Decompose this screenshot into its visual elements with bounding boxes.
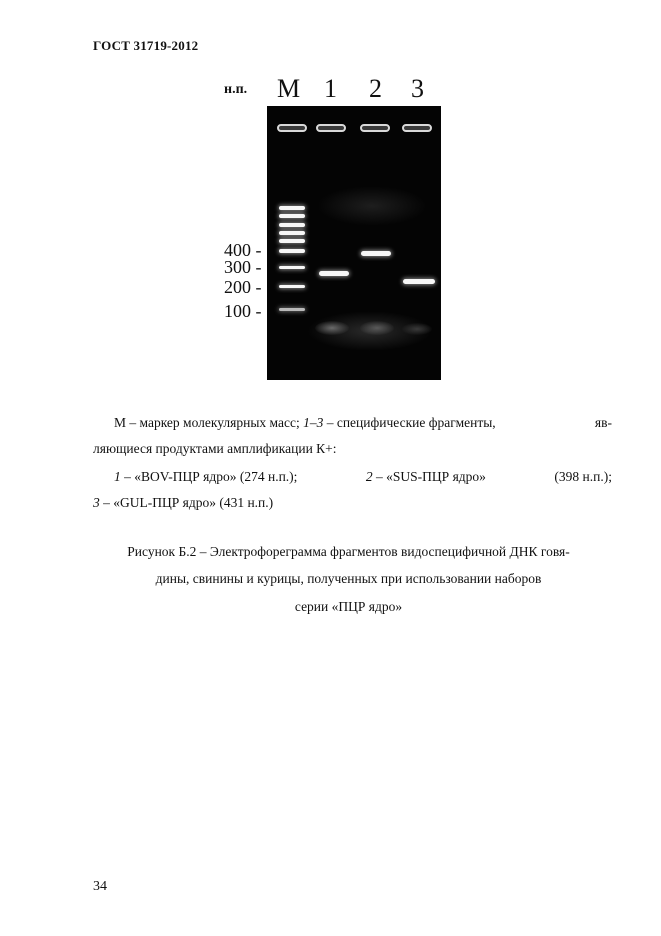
- ladder-band: [279, 285, 305, 288]
- legend-item-3-number: 3: [93, 495, 100, 510]
- standard-header: ГОСТ 31719-2012: [93, 38, 199, 53]
- legend-line-4: [93, 490, 273, 516]
- sample-band-lane-1: [319, 271, 349, 276]
- gel-haze-upper: [317, 186, 427, 226]
- unit-label: н.п.: [224, 82, 248, 97]
- page-number: 34: [93, 879, 107, 894]
- ladder-band: [279, 214, 305, 218]
- size-marker-400: 400 -: [224, 240, 262, 260]
- legend-item-2-size: (398 н.п.);: [554, 469, 612, 484]
- ladder-band: [279, 249, 305, 253]
- legend-item-3-text: – «GUL-ПЦР ядро» (431 н.п.): [99, 495, 274, 510]
- lane-label-marker: M: [277, 74, 301, 103]
- sample-band-lane-3: [403, 279, 435, 284]
- ladder-band: [279, 308, 305, 311]
- ladder-band: [279, 266, 305, 269]
- lane-label-3: 3: [411, 74, 424, 103]
- legend-fragments-text: – специфические фрагменты,: [323, 415, 496, 430]
- ladder-band: [279, 239, 305, 243]
- ladder-band: [279, 223, 305, 227]
- legend-hyphenation: яв-: [594, 415, 612, 430]
- well-lane-3: [402, 124, 432, 132]
- well-marker: [277, 124, 307, 132]
- primer-dimer-2: [360, 321, 394, 335]
- legend-lanes-range: 1–3: [303, 415, 324, 430]
- legend-item-1-number: 1: [114, 469, 121, 484]
- well-lane-1: [316, 124, 346, 132]
- figure-caption-line-1: Рисунок Б.2 – Электрофореграмма фрагментов видоспецифичной ДНК говя-: [127, 544, 570, 559]
- sample-band-lane-2: [361, 251, 391, 256]
- primer-dimer-1: [315, 321, 349, 335]
- lane-label-1: 1: [324, 74, 337, 103]
- ladder-band: [279, 206, 305, 210]
- legend-line-3: [114, 464, 612, 490]
- legend-marker-text: М – маркер молекулярных масс;: [114, 415, 304, 430]
- well-lane-2: [360, 124, 390, 132]
- lane-label-2: 2: [369, 74, 382, 103]
- legend-line-1-text: [114, 410, 496, 436]
- legend-item-1: [114, 464, 297, 490]
- size-marker-200: 200 -: [224, 277, 262, 297]
- gel-electrophoresis-image: [267, 106, 441, 380]
- size-marker-300: 300 -: [224, 257, 262, 277]
- legend-item-2-text: – «SUS-ПЦР ядро»: [372, 469, 486, 484]
- ladder-band: [279, 231, 305, 235]
- primer-dimer-3: [402, 323, 432, 335]
- figure-caption-line-2: дины, свинины и курицы, полученных при использовании наборов: [155, 571, 542, 586]
- legend-item-1-text: – «BOV-ПЦР ядро» (274 н.п.);: [120, 469, 298, 484]
- legend-line-2: ляющиеся продуктами амплификации К+:: [93, 441, 337, 456]
- legend-item-2-number: 2: [365, 469, 373, 484]
- legend-item-2: [366, 464, 486, 490]
- figure-caption-line-3: серии «ПЦР ядро»: [294, 599, 403, 614]
- legend-line-1: [114, 410, 612, 436]
- size-marker-100: 100 -: [224, 301, 262, 321]
